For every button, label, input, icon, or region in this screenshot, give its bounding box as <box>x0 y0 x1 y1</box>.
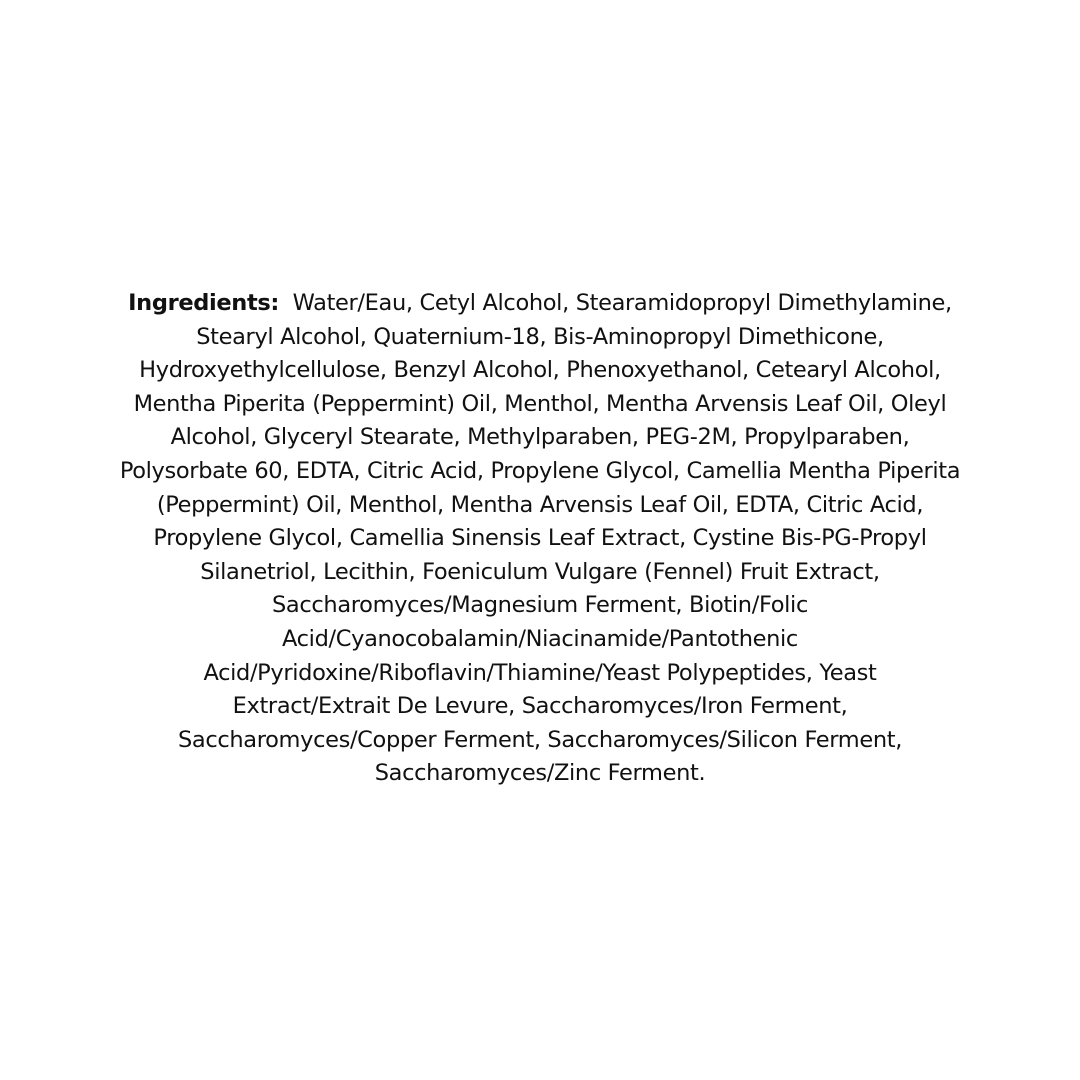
ingredients-line: Silanetriol, Lecithin, Foeniculum Vulgare (Fennel) Fruit Extract, <box>200 558 880 585</box>
ingredients-label: Ingredients: <box>128 290 280 316</box>
ingredients-line: (Peppermint) Oil, Menthol, Mentha Arvensis Leaf Oil, EDTA, Citric Acid, <box>156 491 924 518</box>
ingredients-first-line-text: Water/Eau, Cetyl Alcohol, Stearamidopropyl Dimethylamine, <box>292 290 952 316</box>
ingredients-line-1 <box>100 287 980 321</box>
ingredients-line: Polysorbate 60, EDTA, Citric Acid, Propylene Glycol, Camellia Mentha Piperita <box>119 457 961 484</box>
ingredients-line: Saccharomyces/Copper Ferment, Saccharomyces/Silicon Ferment, <box>177 726 903 753</box>
ingredients-line: Hydroxyethylcellulose, Benzyl Alcohol, Phenoxyethanol, Cetearyl Alcohol, <box>139 357 941 384</box>
ingredients-line: Stearyl Alcohol, Quaternium-18, Bis-Aminopropyl Dimethicone, <box>196 323 884 350</box>
ingredients-paragraph <box>100 287 980 791</box>
ingredients-line: Alcohol, Glyceryl Stearate, Methylparaben, PEG-2M, Propylparaben, <box>170 424 910 451</box>
ingredients-line: Acid/Cyanocobalamin/Niacinamide/Pantothenic <box>282 625 798 652</box>
ingredients-line: Saccharomyces/Magnesium Ferment, Biotin/Folic <box>272 592 808 619</box>
ingredients-line: Saccharomyces/Zinc Ferment. <box>374 760 706 787</box>
ingredients-line: Mentha Piperita (Peppermint) Oil, Menthol, Mentha Arvensis Leaf Oil, Oleyl <box>133 390 947 417</box>
ingredients-line: Acid/Pyridoxine/Riboflavin/Thiamine/Yeast Polypeptides, Yeast <box>203 659 877 686</box>
ingredients-line: Propylene Glycol, Camellia Sinensis Leaf Extract, Cystine Bis-PG-Propyl <box>153 525 927 552</box>
ingredients-line: Extract/Extrait De Levure, Saccharomyces/Iron Ferment, <box>232 693 848 720</box>
